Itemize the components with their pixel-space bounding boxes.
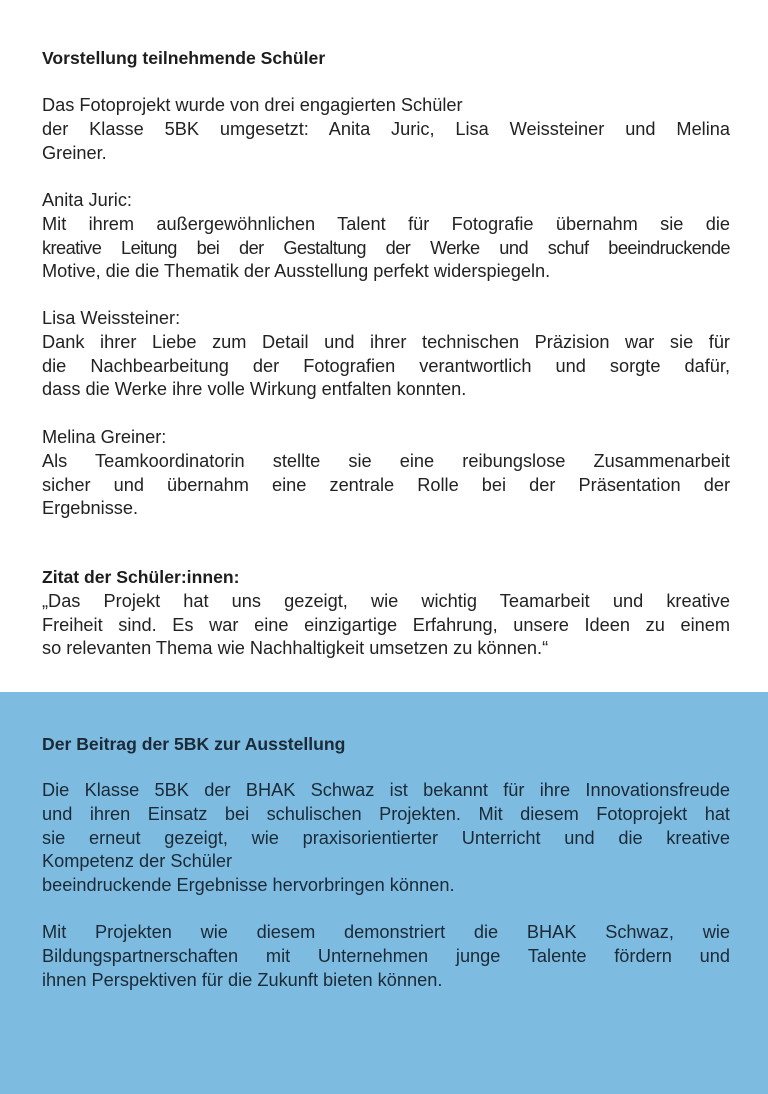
intro-line: Das Fotoprojekt wurde von drei engagierten Schüler <box>42 95 463 115</box>
student-line: die Nachbearbeitung der Fotografien verantwortlich und sorgte dafür, <box>42 355 730 376</box>
contribution-line: beeindruckende Ergebnisse hervorbringen können. <box>42 875 455 896</box>
contribution-line: Bildungspartnerschaften mit Unternehmen junge Talente fördern und <box>42 945 730 966</box>
student-line: Motive, die die Thematik der Ausstellung perfekt widerspiegeln. <box>42 261 551 282</box>
quote-section <box>42 566 730 661</box>
intro-line: der Klasse 5BK umgesetzt: Anita Juric, Lisa Weissteiner und Melina <box>42 118 730 139</box>
student-name: Lisa Weissteiner: <box>42 308 181 328</box>
quote-title: Zitat der Schüler:innen: <box>42 567 240 587</box>
student-line: kreative Leitung bei der Gestaltung der Werke und schuf beeindruckende <box>42 237 730 258</box>
contribution-line: sie erneut gezeigt, wie praxisorientierter Unterricht und die kreative <box>42 827 730 848</box>
quote-line: so relevanten Thema wie Nachhaltigkeit umsetzen zu können.“ <box>42 638 549 659</box>
student-line: Mit ihrem außergewöhnlichen Talent für Fotografie übernahm sie die <box>42 213 730 234</box>
student-name: Anita Juric: <box>42 190 132 210</box>
intro-title: Vorstellung teilnehmende Schüler <box>42 48 326 68</box>
quote-line: „Das Projekt hat uns gezeigt, wie wichtig Teamarbeit und kreative <box>42 590 730 611</box>
contribution-paragraph-2 <box>42 921 730 992</box>
contribution-line: ihnen Perspektiven für die Zukunft bieten können. <box>42 969 443 990</box>
contribution-line: Mit Projekten wie diesem demonstriert die BHAK Schwaz, wie <box>42 922 730 942</box>
student-anita-juric <box>42 189 730 284</box>
quote-line: Freiheit sind. Es war eine einzigartige Erfahrung, unsere Ideen zu einem <box>42 614 730 635</box>
student-line: sicher und übernahm eine zentrale Rolle bei der Präsentation der <box>42 474 730 495</box>
contribution-paragraph-1 <box>42 779 730 898</box>
student-lisa-weissteiner <box>42 307 730 402</box>
student-line: Ergebnisse. <box>42 498 139 519</box>
student-name: Melina Greiner: <box>42 427 167 447</box>
contribution-line: Kompetenz der Schüler <box>42 851 233 872</box>
intro-paragraph <box>42 94 730 165</box>
contribution-title: Der Beitrag der 5BK zur Ausstellung <box>42 734 346 754</box>
contribution-line: und ihren Einsatz bei schulischen Projekten. Mit diesem Fotoprojekt hat <box>42 803 730 824</box>
intro-line: Greiner. <box>42 142 107 163</box>
student-melina-greiner <box>42 426 730 521</box>
contribution-line: Die Klasse 5BK der BHAK Schwaz ist bekannt für ihre Innovationsfreude <box>42 780 730 800</box>
student-line: dass die Werke ihre volle Wirkung entfalten konnten. <box>42 379 467 400</box>
student-line: Als Teamkoordinatorin stellte sie eine reibungslose Zusammenarbeit <box>42 450 730 471</box>
student-line: Dank ihrer Liebe zum Detail und ihrer technischen Präzision war sie für <box>42 331 730 352</box>
